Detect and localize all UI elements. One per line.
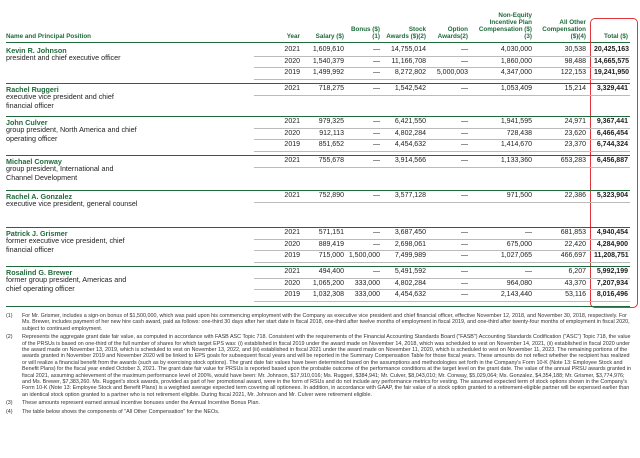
footnote-number: (2) — [6, 334, 13, 341]
table-row — [6, 140, 630, 151]
cell-year: 2021 — [284, 268, 300, 275]
cell-bonus: — — [373, 240, 380, 248]
cell-year: 2021 — [284, 229, 300, 236]
person-title: president and chief executive officer — [6, 53, 121, 62]
table-row — [6, 267, 630, 278]
cell-total: 19,241,950 — [594, 69, 630, 76]
cell-stock: 1,542,542 — [394, 85, 426, 92]
cell-salary: 571,151 — [318, 229, 344, 236]
cell-other: 23,620 — [564, 129, 586, 137]
header-rule — [6, 42, 630, 43]
cell-other: 466,697 — [560, 252, 586, 259]
table-row — [6, 279, 630, 290]
cell-year: 2020 — [284, 57, 300, 65]
footnote — [6, 400, 632, 406]
cell-option: — — [461, 291, 468, 298]
cell-year: 2021 — [284, 192, 300, 199]
cell-other: 22,420 — [564, 240, 586, 248]
cell-bonus: — — [373, 192, 380, 199]
cell-year: 2019 — [284, 141, 300, 148]
header-stock-awards: Stock Awards ($)(2) — [386, 26, 426, 40]
footnote-number: (4) — [6, 408, 13, 415]
cell-total: 4,284,900 — [596, 240, 628, 248]
cell-option: — — [461, 157, 468, 164]
footnote-text: Represents the aggregate grant date fair value, as computed in accordance with FASB ASC Topic 718. Consistent with the requirements of the Financial Accounting Standards Board ("FASB") Accounting Standards Codification ("ASC") Topic 718, the value of the PRSUs is based on one-third of the full number of shares for which target EPS was: (i) established in fiscal 2019 under the award made on November 14, 2018, which was scheduled to vest on November 14, 2021, (ii) established in fiscal 2020 under the award made on November 13, 2019, which is scheduled to vest on November 13, 2022, and (iii) established in fiscal 2021 under the award made on November 11, 2020, which is scheduled to vest on November 11, 2023. The remaining portions of the awards granted in November 2019 and November 2020 will be linked to EPS goals for subsequent fiscal years and will be reported in the Summary Compensation Table for those fiscal years. These amounts do not reflect whether the recipient has realized or will realize a financial benefit from the awards (such as by exercising stock options). The grant date fair values have been determined based on the assumptions and methodologies set forth in the Company's Form 10-K (Note 13: Employee Stock and Benefit Plans) for the fiscal year ended October 3, 2021. The grant date fair value for PRSUs is reported based upon the probable outcome of the performance conditions at the target level on the grant date. The value of the annual PRSU awards granted in fiscal 2021, assuming achievement of the maximum performance level of 200%, would have been: Mr. Johnson, $17,910,016; Ms. Ruggeri, $384,941; Mr. Culver, $8,043,010; Mr. Conway, $5,029,064; Ms. Gonzalez, $4,354,188; Mr. Grismer, $3,774,976; and Ms. Brewer, $7,383,260. Ms. Ruggeri's stock awards, provided as part of her promotional award, were in the form of RSUs and do not include any performance metrics for vesting. The assumed expected term of stock options shown in the Company's Form 10-K (Note 13: Employee Stock and Benefit Plans) is a weighted average expected term covering all optionees. In addition, in accordance with GAAP, the fair value of a stock option granted to a retirement-eligible partner will be expensed earlier than an identical stock option granted to a partner who is not retirement eligible. During fiscal 2021, Mr. Johnson and Mr. Culver were retirement eligible. — [22, 334, 632, 398]
header-non-equity: Non-Equity Incentive Plan Compensation ($)(3) — [478, 12, 532, 40]
cell-bonus: — — [373, 118, 380, 125]
cell-nonequity: 1,941,595 — [500, 118, 532, 125]
cell-nonequity: 2,143,440 — [500, 291, 532, 298]
person-block — [6, 44, 630, 83]
cell-option: — — [461, 85, 468, 92]
footnotes — [6, 313, 632, 417]
footnote — [6, 409, 632, 415]
footnote — [6, 334, 632, 398]
cell-year: 2020 — [284, 279, 300, 287]
person-name: Rachel A. Gonzalez — [6, 192, 73, 201]
cell-bonus: — — [373, 85, 380, 92]
footnote-text: The table below shows the components of "All Other Compensation" for the NEOs. — [22, 408, 220, 415]
cell-total: 6,466,454 — [596, 129, 628, 137]
cell-stock: 14,755,014 — [390, 46, 426, 53]
cell-year: 2021 — [284, 157, 300, 164]
cell-bonus: — — [373, 57, 380, 65]
cell-nonequity: 1,414,670 — [500, 141, 532, 148]
cell-nonequity: 4,347,000 — [500, 69, 532, 76]
header-year: Year — [286, 33, 300, 40]
cell-salary: 752,890 — [318, 192, 344, 199]
person-title: group president, North America and chief operating officer — [6, 125, 137, 143]
footnote-number: (1) — [6, 313, 13, 319]
person-block — [6, 266, 630, 306]
cell-nonequity: 1,133,360 — [500, 157, 532, 164]
cell-nonequity: — — [525, 268, 532, 275]
cell-bonus: 333,000 — [354, 291, 380, 298]
person-title: group president, International and Channel Development — [6, 164, 114, 182]
header-all-other: All Other Compensation ($)(4) — [542, 19, 586, 40]
cell-bonus: — — [373, 46, 380, 53]
cell-salary: 718,275 — [318, 85, 344, 92]
cell-other: 98,488 — [564, 57, 586, 65]
cell-stock: 11,166,708 — [391, 57, 426, 65]
cell-year: 2021 — [284, 118, 300, 125]
cell-other: 15,214 — [564, 85, 586, 92]
table-row — [6, 117, 630, 128]
cell-salary: 755,678 — [318, 157, 344, 164]
person-name: Rachel Ruggeri — [6, 85, 59, 94]
cell-year: 2020 — [284, 240, 300, 248]
row-divider — [254, 202, 630, 203]
cell-total: 4,940,454 — [596, 229, 628, 236]
cell-option: — — [461, 46, 468, 53]
row-divider — [254, 79, 630, 80]
cell-nonequity: 4,030,000 — [500, 46, 532, 53]
cell-nonequity: 1,027,065 — [500, 252, 532, 259]
cell-other: 24,971 — [564, 118, 586, 125]
cell-stock: 4,802,284 — [394, 129, 426, 137]
cell-total: 14,665,575 — [594, 57, 630, 65]
cell-nonequity: 675,000 — [506, 240, 532, 248]
cell-stock: 3,914,566 — [394, 157, 426, 164]
row-divider — [254, 95, 630, 96]
cell-bonus: 333,000 — [354, 279, 380, 287]
cell-stock: 3,687,450 — [394, 229, 426, 236]
person-separator — [6, 306, 630, 307]
cell-nonequity: — — [525, 229, 532, 236]
cell-total: 3,329,441 — [596, 85, 628, 92]
header-total: Total ($) — [603, 33, 628, 40]
table-row — [6, 45, 630, 56]
cell-nonequity: 728,438 — [506, 129, 532, 137]
table-row — [6, 191, 630, 202]
cell-bonus: — — [373, 129, 380, 137]
cell-year: 2020 — [284, 129, 300, 137]
person-block — [6, 155, 630, 190]
cell-stock: 3,577,128 — [394, 192, 426, 199]
person-name: Kevin R. Johnson — [6, 46, 67, 55]
person-name: Michael Conway — [6, 157, 62, 166]
cell-other: 22,386 — [564, 192, 586, 199]
cell-salary: 912,113 — [319, 129, 344, 137]
table-row — [6, 129, 630, 140]
person-block — [6, 116, 630, 155]
cell-option: — — [461, 129, 468, 137]
cell-nonequity: 1,860,000 — [500, 57, 532, 65]
cell-salary: 494,400 — [318, 268, 344, 275]
cell-stock: 4,454,632 — [394, 291, 426, 298]
cell-year: 2019 — [284, 69, 300, 76]
cell-year: 2021 — [284, 85, 300, 92]
person-name: Rosalind G. Brewer — [6, 268, 73, 277]
table-row — [6, 84, 630, 95]
cell-salary: 1,609,610 — [312, 46, 344, 53]
cell-option: — — [461, 268, 468, 275]
person-title: former executive vice president, chief financial officer — [6, 236, 125, 254]
cell-stock: 4,454,632 — [394, 141, 426, 148]
footnote-text: For Mr. Grismer, includes a sign-on bonus of $1,500,000, which was paid upon his commencing employment with the Company as executive vice president and chief financial officer, effective November 12, 2018, and November 30, 2018, respectively. For Ms. Brewer, includes payment of her new hire cash award, paid as follows: one-third 30 days after her start date in fiscal 2018, one-third after twelve months of employment in fiscal 2019, and one-third after twenty-four months of employment in fiscal 2020, subject to continued employment. — [22, 313, 630, 332]
cell-option: — — [461, 252, 468, 259]
table-row — [6, 228, 630, 239]
cell-total: 11,208,751 — [594, 252, 629, 259]
cell-option: — — [461, 118, 468, 125]
table-row — [6, 57, 630, 68]
cell-bonus: — — [373, 69, 380, 76]
cell-option: — — [461, 141, 468, 148]
cell-year: 2021 — [284, 46, 300, 53]
person-block — [6, 190, 630, 227]
cell-bonus: — — [373, 229, 380, 236]
footnote-number: (3) — [6, 400, 13, 407]
cell-option: — — [461, 57, 468, 65]
cell-total: 20,425,163 — [594, 46, 630, 53]
cell-year: 2019 — [284, 291, 300, 298]
person-title: executive vice president, general counsel — [6, 199, 138, 208]
header-name: Name and Principal Position — [6, 33, 92, 40]
cell-option: — — [461, 229, 468, 236]
cell-other: 43,370 — [564, 279, 586, 287]
cell-other: 23,370 — [564, 141, 586, 148]
person-name: John Culver — [6, 118, 48, 127]
cell-other: 122,153 — [560, 69, 586, 76]
cell-total: 6,744,324 — [596, 141, 628, 148]
person-block — [6, 227, 630, 266]
row-divider — [254, 262, 630, 263]
cell-option: — — [461, 192, 468, 199]
cell-salary: 851,652 — [318, 141, 344, 148]
table-row — [6, 240, 630, 251]
person-title: executive vice president and chief financial officer — [6, 92, 114, 110]
cell-salary: 1,540,379 — [312, 57, 344, 65]
cell-salary: 715,000 — [318, 252, 344, 259]
cell-stock: 2,698,061 — [394, 240, 426, 248]
table-row — [6, 251, 630, 262]
cell-other: 653,283 — [560, 157, 586, 164]
cell-nonequity: 1,053,409 — [500, 85, 532, 92]
table-row — [6, 156, 630, 167]
cell-year: 2019 — [284, 252, 300, 259]
header-option-awards: Option Awards(2) — [437, 26, 468, 40]
person-name: Patrick J. Grismer — [6, 229, 68, 238]
cell-stock: 8,272,802 — [394, 69, 426, 76]
cell-total: 7,207,934 — [596, 279, 628, 287]
cell-other: 53,116 — [565, 291, 586, 298]
row-divider — [254, 301, 630, 302]
cell-bonus: — — [373, 268, 380, 275]
cell-salary: 1,032,308 — [312, 291, 344, 298]
cell-bonus: — — [373, 157, 380, 164]
cell-other: 6,207 — [568, 268, 586, 275]
footnote-text: These amounts represent earned annual incentive bonuses under the Annual Incentive Bonus Plan. — [22, 400, 260, 407]
header-salary: Salary ($) — [315, 33, 344, 40]
cell-bonus: 1,500,000 — [348, 252, 380, 259]
cell-nonequity: 964,080 — [506, 279, 532, 287]
cell-stock: 7,499,989 — [394, 252, 426, 259]
cell-salary: 1,065,200 — [312, 279, 344, 287]
cell-stock: 6,421,550 — [394, 118, 426, 125]
cell-salary: 979,325 — [318, 118, 344, 125]
cell-option: — — [461, 279, 468, 287]
header-bonus: Bonus ($)(1) — [350, 26, 380, 40]
table-row — [6, 290, 630, 301]
cell-total: 8,016,496 — [596, 291, 628, 298]
person-title: former group president, Americas and chief operating officer — [6, 275, 127, 293]
person-block — [6, 83, 630, 116]
cell-stock: 4,802,284 — [394, 279, 426, 287]
cell-nonequity: 971,500 — [506, 192, 532, 199]
cell-salary: 1,499,992 — [312, 69, 344, 76]
row-divider — [254, 151, 630, 152]
cell-bonus: — — [373, 141, 380, 148]
cell-salary: 889,419 — [318, 240, 344, 248]
cell-total: 5,323,904 — [596, 192, 628, 199]
table-row — [6, 68, 630, 79]
cell-other: 681,853 — [560, 229, 586, 236]
cell-other: 30,538 — [564, 46, 586, 53]
cell-option: — — [461, 240, 468, 248]
cell-option: 5,000,003 — [436, 69, 468, 76]
cell-total: 9,367,441 — [596, 118, 628, 125]
row-divider — [254, 167, 630, 168]
cell-total: 6,456,887 — [596, 157, 628, 164]
footnote — [6, 313, 632, 332]
cell-total: 5,992,199 — [596, 268, 628, 275]
cell-stock: 5,491,592 — [394, 268, 426, 275]
table-header — [6, 2, 630, 42]
